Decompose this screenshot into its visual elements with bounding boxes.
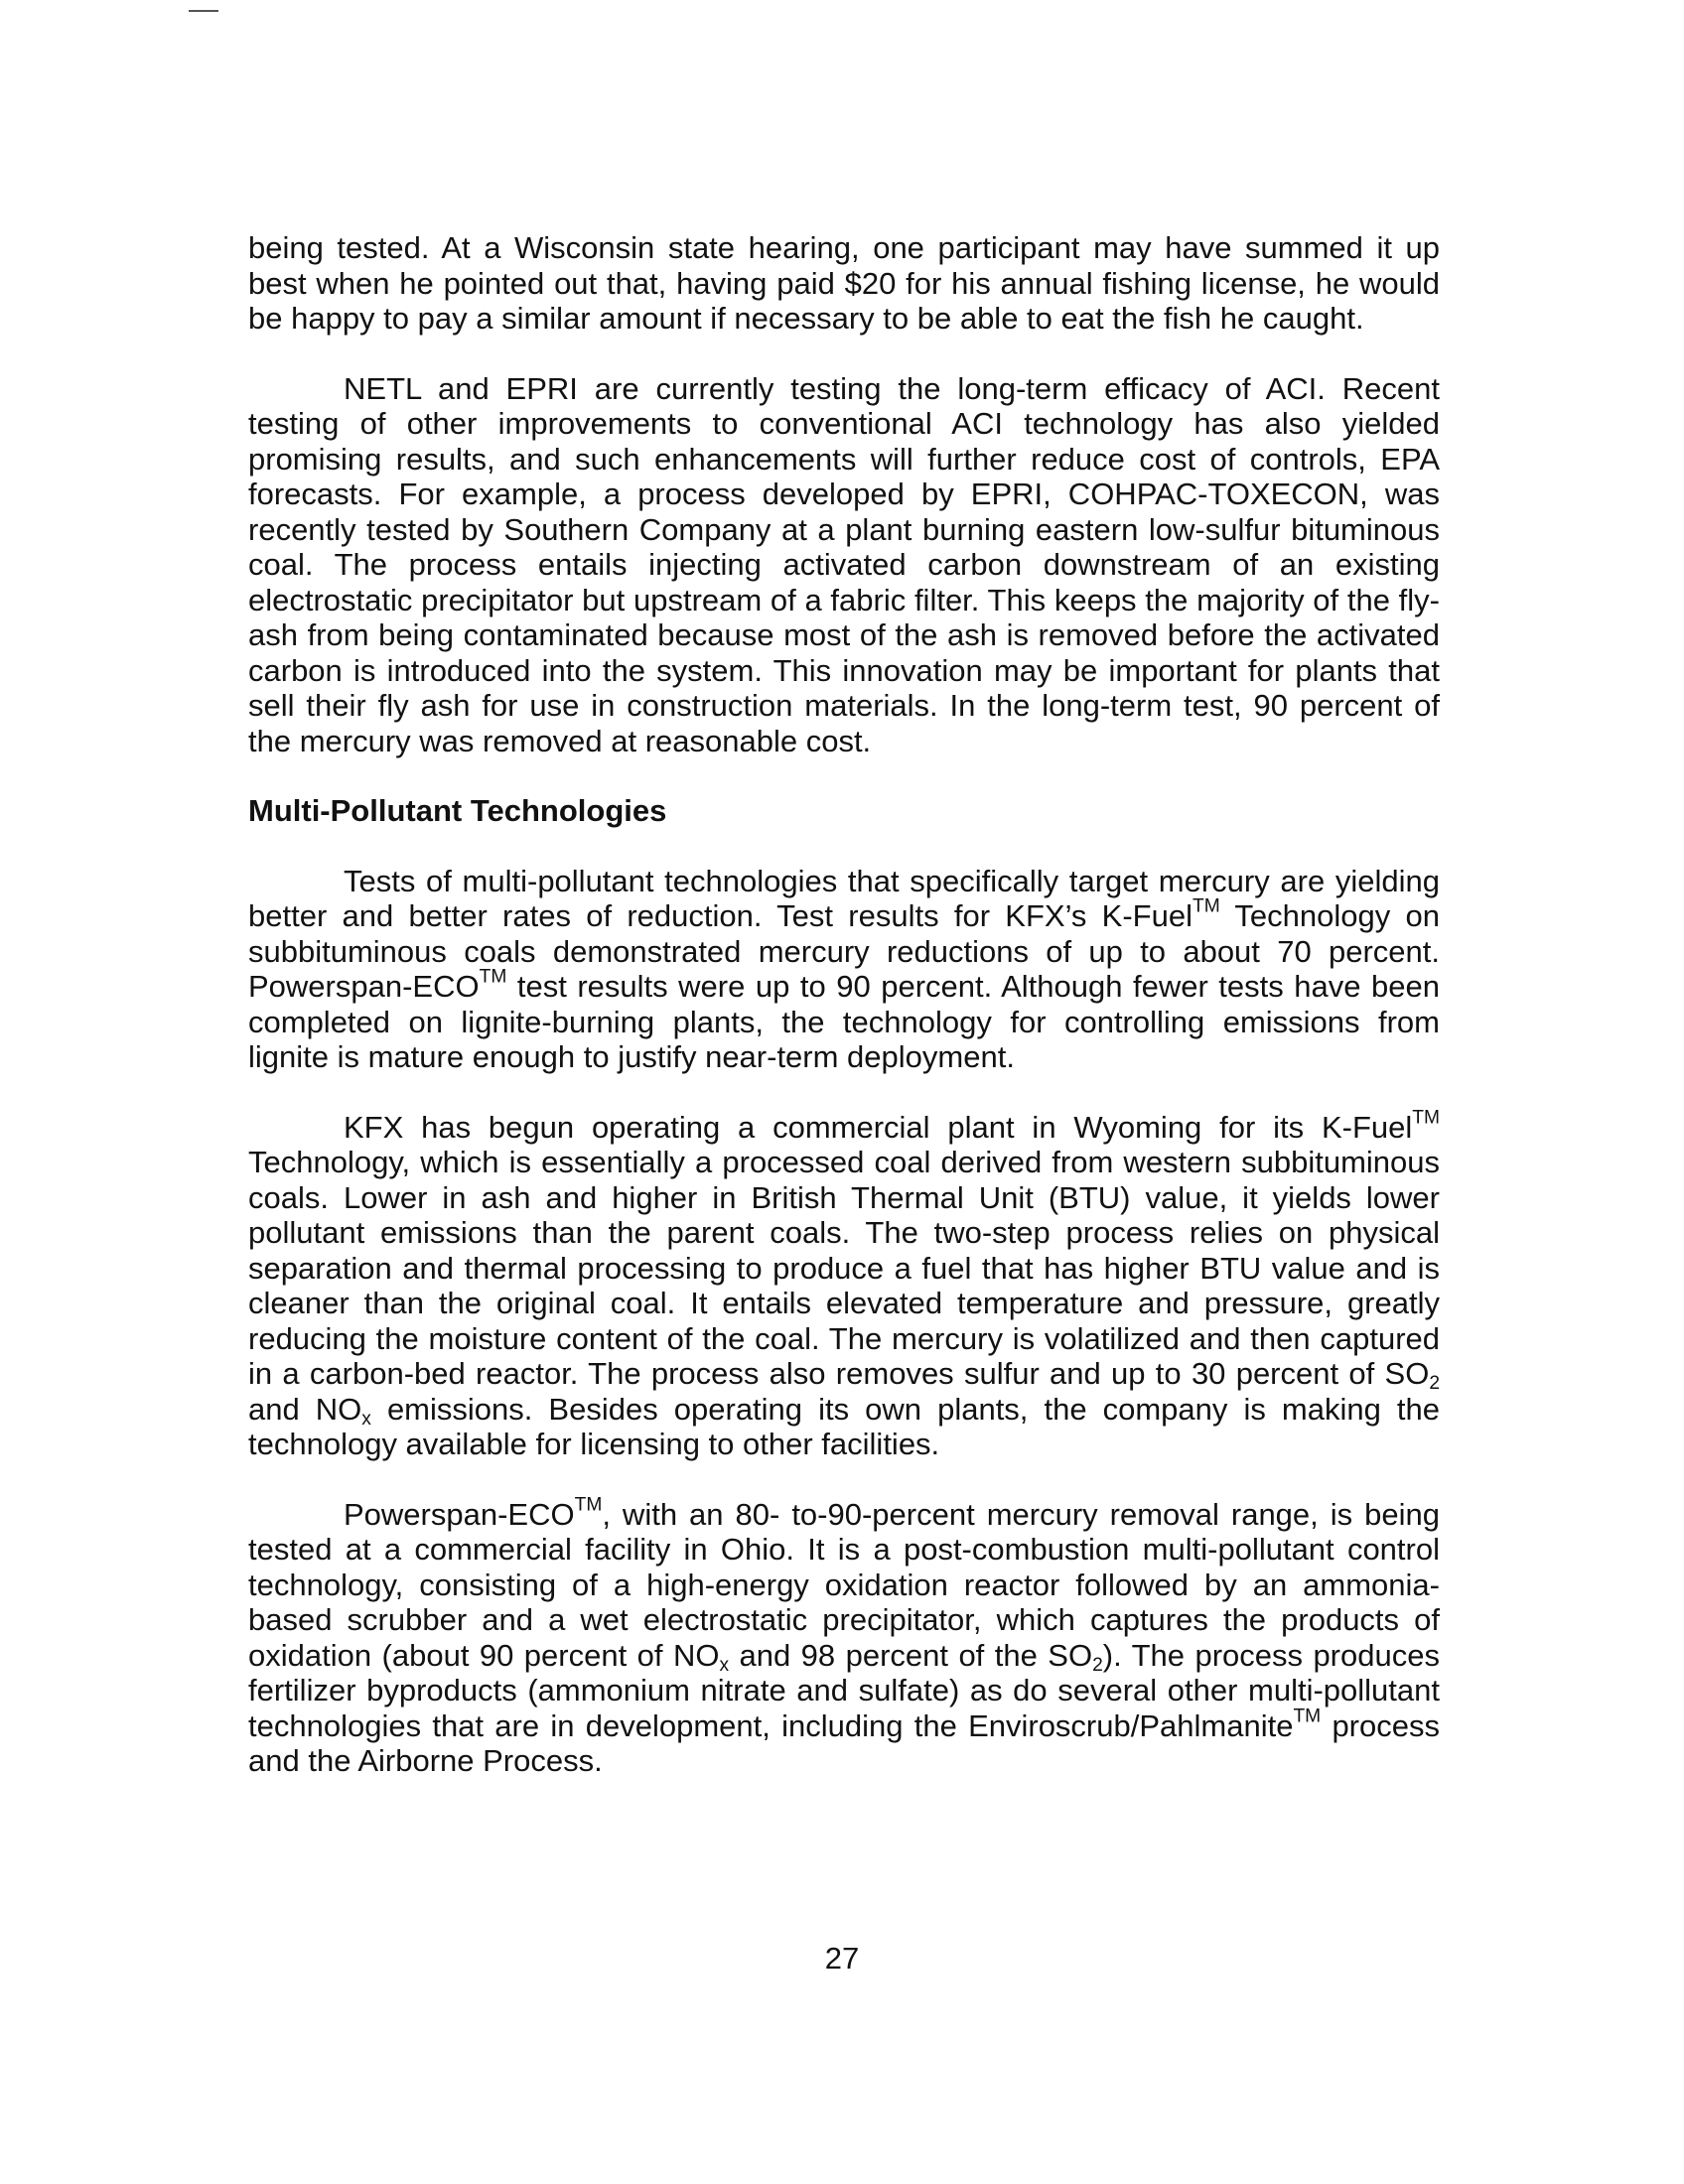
section-heading: Multi-Pollutant Technologies [248,793,667,828]
paragraph-5 [248,1494,1440,1779]
paragraph-2: NETL and EPRI are currently testing the long-term efficacy of ACI. Recent testing of other improvements to conventional ACI technology has also yielded promising results, and such enhancements will further reduce cost of controls, EPA forecasts. For example, a process developed by EPRI, COHPAC-TOXECON, was recently tested by Southern Company at a plant burning eastern low-sulfur bituminous coal. The process entails injecting activated carbon downstream of an existing electrostatic precipitator but upstream of a fabric filter. This keeps the majority of the fly-ash from being contaminated because most of the ash is removed before the activated carbon is introduced into the system. This innovation may be important for plants that sell their fly ash for use in construction materials. In the long-term test, 90 percent of the mercury was removed at reasonable cost. [248,370,1440,758]
paragraph-4-text-d: emissions. Besides operating its own plants, the company is making the technology available for licensing to other facilities. [248,1391,1440,1461]
trademark-mark: TM [479,966,507,988]
paragraph-1: being tested. At a Wisconsin state hearing, one participant may have summed it up best when he pointed out that, having paid $20 for his annual fishing license, he would be happy to pay a similar amount if necessary to be able to eat the fish he caught. [248,230,1440,336]
paragraph-5-text-a: Powerspan-ECO [344,1496,575,1532]
body-text [248,230,1440,1814]
paragraph-4-text-a: KFX has begun operating a commercial plant in Wyoming for its K-Fuel [344,1109,1413,1145]
page-number: 27 [824,1941,860,1976]
paragraph-5-text-c: and 98 percent of the SO [729,1637,1093,1673]
paragraph-5-text-d: ). The process produces fertilizer byproducts (ammonium nitrate and sulfate) as do several other multi-pollutant technologies that are in development, including the Enviroscrub/Pahlmanite [248,1637,1440,1743]
trademark-mark: TM [574,1494,603,1516]
scan-mark [189,10,218,12]
paragraph-5-text-b: , with an 80- to-90-percent mercury removal range, is being tested at a commercial facility in Ohio. It is a post-combustion multi-pollutant control technology, consisting of a high-energy oxidation reactor followed by an ammonia-based scrubber and a wet electrostatic precipitator, which captures the products of oxidation (about 90 percent of NO [248,1496,1440,1673]
trademark-mark: TM [1412,1107,1440,1129]
paragraph-3-text-a: Tests of multi-pollutant technologies that specifically target mercury are yielding better and better rates of reduction. Test results for KFX’s K-Fuel [248,863,1440,933]
trademark-mark: TM [1192,895,1220,917]
paragraph-3-text-b: Technology on subbituminous coals demonstrated mercury reductions of up to about 70 percent. Powerspan-ECO [248,898,1440,1004]
subscript: 2 [1429,1372,1440,1394]
paragraph-4 [248,1107,1440,1462]
paragraph-4-text-b: Technology, which is essentially a processed coal derived from western subbituminous coals. Lower in ash and higher in British Thermal Unit (BTU) value, it yields lower pollutant emissions than the parent coals. The two-step process relies on physical separation and thermal processing to produce a fuel that has higher BTU value and is cleaner than the original coal. It entails elevated temperature and pressure, greatly reducing the moisture content of the coal. The mercury is volatilized and then captured in a carbon-bed reactor. The process also removes sulfur and up to 30 percent of SO [248,1145,1440,1391]
paragraph-4-text-c: and NO [248,1391,362,1427]
paragraph-5-text-e: process and the Airborne Process. [248,1707,1440,1778]
trademark-mark: TM [1293,1706,1322,1727]
paragraph-3 [248,864,1440,1075]
subscript: x [361,1408,371,1430]
subscript: 2 [1092,1654,1103,1676]
paragraph-3-text-c: test results were up to 90 percent. Although fewer tests have been completed on lignite-burning plants, the technology for controlling emissions from lignite is mature enough to justify near-term deployment. [248,969,1440,1074]
subscript: x [719,1654,730,1676]
